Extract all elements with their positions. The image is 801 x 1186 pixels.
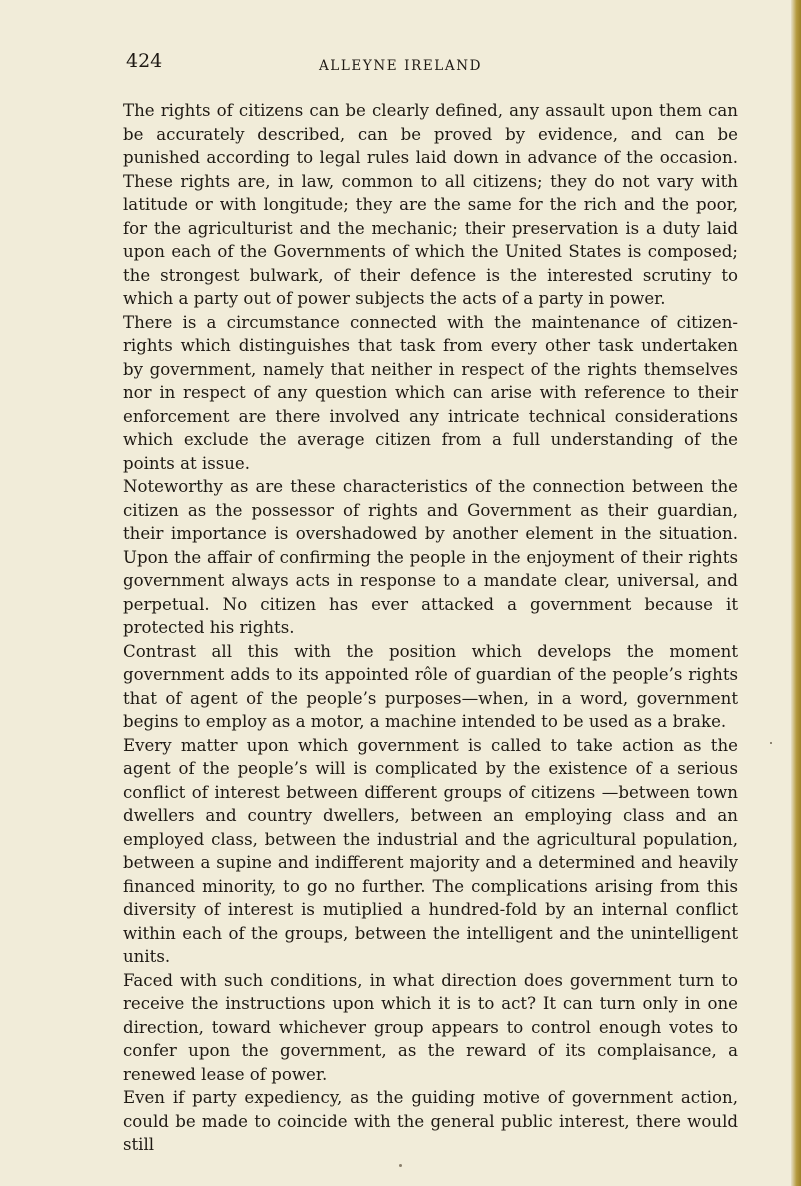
paragraph-2: There is a circumstance connected with the maintenance of citizen-rights which distinguishes that task from every other task undertaken by government, namely that neither in respect of the rights themselves nor in respect of any question which can arise with reference to their enforcement are there involved any intricate technical considerations which exclude the average citizen from a full understanding of the points at issue.	[123, 312, 738, 473]
paragraph-1: The rights of citizens can be clearly defined, any assault upon them can be accurately described, can be proved by evidence, and can be punished according to legal rules laid down in advance of the occasion. These rights are, in law, common to all citizens; they do not vary with latitude or with longitude; they are the same for the rich and the poor, for the agriculturist and the mechanic; their preservation is a duty laid upon each of the Governments of which the United States is composed; the strongest bulwark, of their defence is the interested scrutiny to which a party out of power subjects the acts of a party in power.	[123, 101, 738, 308]
paper-speck	[770, 742, 772, 744]
paper-speck	[399, 1164, 402, 1167]
paragraph-3: Noteworthy as are these characteristics of the connection between the citizen as the possessor of rights and Government as their guardian, their importance is overshadowed by another element in the situation. Upon the affair of confirming the people in the enjoyment of their rights government always acts in response to a mandate clear, universal, and perpetual. No citizen has ever attacked a government because it protected his rights.	[123, 477, 738, 637]
page-number: 424	[126, 50, 163, 72]
paragraph-4: Contrast all this with the position which develops the moment government adds to its appointed rôle of guardian of the people’s rights that of agent of the people’s purposes—when, in a word, government begins to employ as a motor, a machine intended to be used as a brake.	[123, 641, 738, 731]
page-header	[0, 46, 801, 76]
paragraph-7: Even if party expediency, as the guiding motive of government action, could be made to coincide with the general public interest, there would still	[123, 1088, 738, 1154]
paragraph-5: Every matter upon which government is called to take action as the agent of the people’s will is complicated by the existence of a serious conflict of interest between different groups of citizens —between town dwellers and country dwellers, between an employing class and an employed class, between the industrial and the agricultural population, between a supine and indifferent majority and a determined and heavily financed minority, to go no further. The complications arising from this diversity of interest is mutiplied a hundred-fold by an internal conflict within each of the groups, between the intelligent and the unintelligent units.	[123, 735, 738, 966]
page-edge	[791, 0, 801, 1186]
paragraph-6: Faced with such conditions, in what direction does government turn to receive the instructions upon which it is to act? It can turn only in one direction, toward whichever group appears to control enough votes to confer upon the government, as the reward of its complaisance, a renewed lease of power.	[123, 970, 738, 1084]
body-text	[123, 99, 738, 1157]
running-head: ALLEYNE IRELAND	[318, 58, 483, 74]
